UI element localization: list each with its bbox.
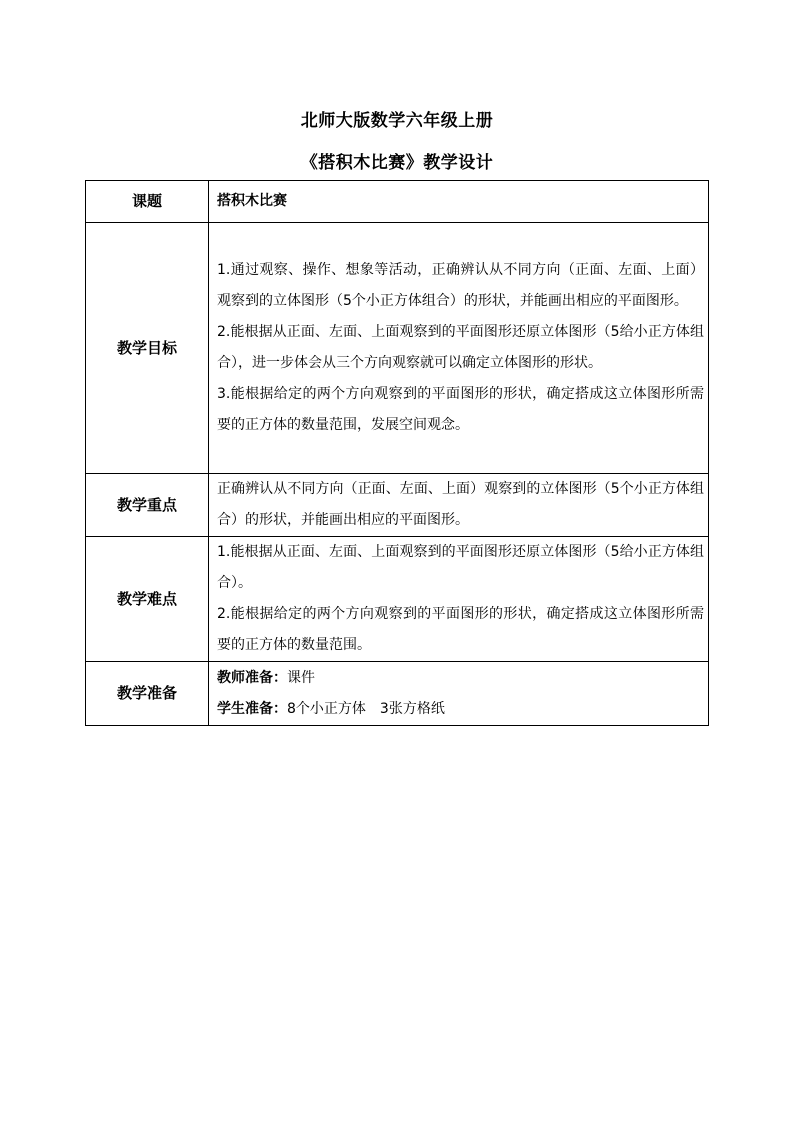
preparation-content: [209, 662, 709, 726]
teacher-preparation: [217, 663, 704, 694]
student-preparation: [217, 694, 704, 725]
difficulty-item-2: 2.能根据给定的两个方向观察到的平面图形的形状，确定搭成这立体图形所需要的正方体的数量范围。: [217, 606, 704, 653]
goal-item-1: 1.通过观察、操作、想象等活动，正确辨认从不同方向（正面、左面、上面）观察到的立体图形（5个小正方体组合）的形状，并能画出相应的平面图形。: [217, 262, 704, 309]
lesson-plan-table: [85, 180, 709, 726]
goal-item-3: 3.能根据给定的两个方向观察到的平面图形的形状，确定搭成这立体图形所需要的正方体的数量范围，发展空间观念。: [217, 386, 704, 433]
document-title: 北师大版数学六年级上册: [300, 111, 494, 131]
topic-value: 搭积木比赛: [209, 181, 709, 223]
student-prep-value: 8个小正方体 3张方格纸: [287, 700, 445, 717]
difficulty-item-1: 1.能根据从正面、左面、上面观察到的平面图形还原立体图形（5给小正方体组合）。: [217, 544, 704, 591]
goals-label: 教学目标: [86, 223, 209, 474]
student-prep-label: 学生准备：: [217, 700, 287, 717]
goal-item-2: 2.能根据从正面、左面、上面观察到的平面图形还原立体图形（5给小正方体组合），进一步体会从三个方向观察就可以确定立体图形的形状。: [217, 324, 704, 371]
table-row-difficulties: [86, 537, 709, 662]
table-row-preparation: [86, 662, 709, 726]
difficulties-label: 教学难点: [86, 537, 209, 662]
difficulties-content: [209, 537, 709, 662]
document-subtitle: 《搭积木比赛》教学设计: [300, 153, 494, 173]
teacher-prep-label: 教师准备：: [217, 669, 287, 686]
topic-label: 课题: [86, 181, 209, 223]
key-points-text: 正确辨认从不同方向（正面、左面、上面）观察到的立体图形（5个小正方体组合）的形状，并能画出相应的平面图形。: [209, 474, 709, 537]
preparation-label: 教学准备: [86, 662, 209, 726]
table-row-topic: [86, 181, 709, 223]
teacher-prep-value: 课件: [287, 669, 315, 686]
goals-content: [209, 223, 709, 474]
table-row-key-points: [86, 474, 709, 537]
key-points-label: 教学重点: [86, 474, 209, 537]
table-row-goals: [86, 223, 709, 474]
